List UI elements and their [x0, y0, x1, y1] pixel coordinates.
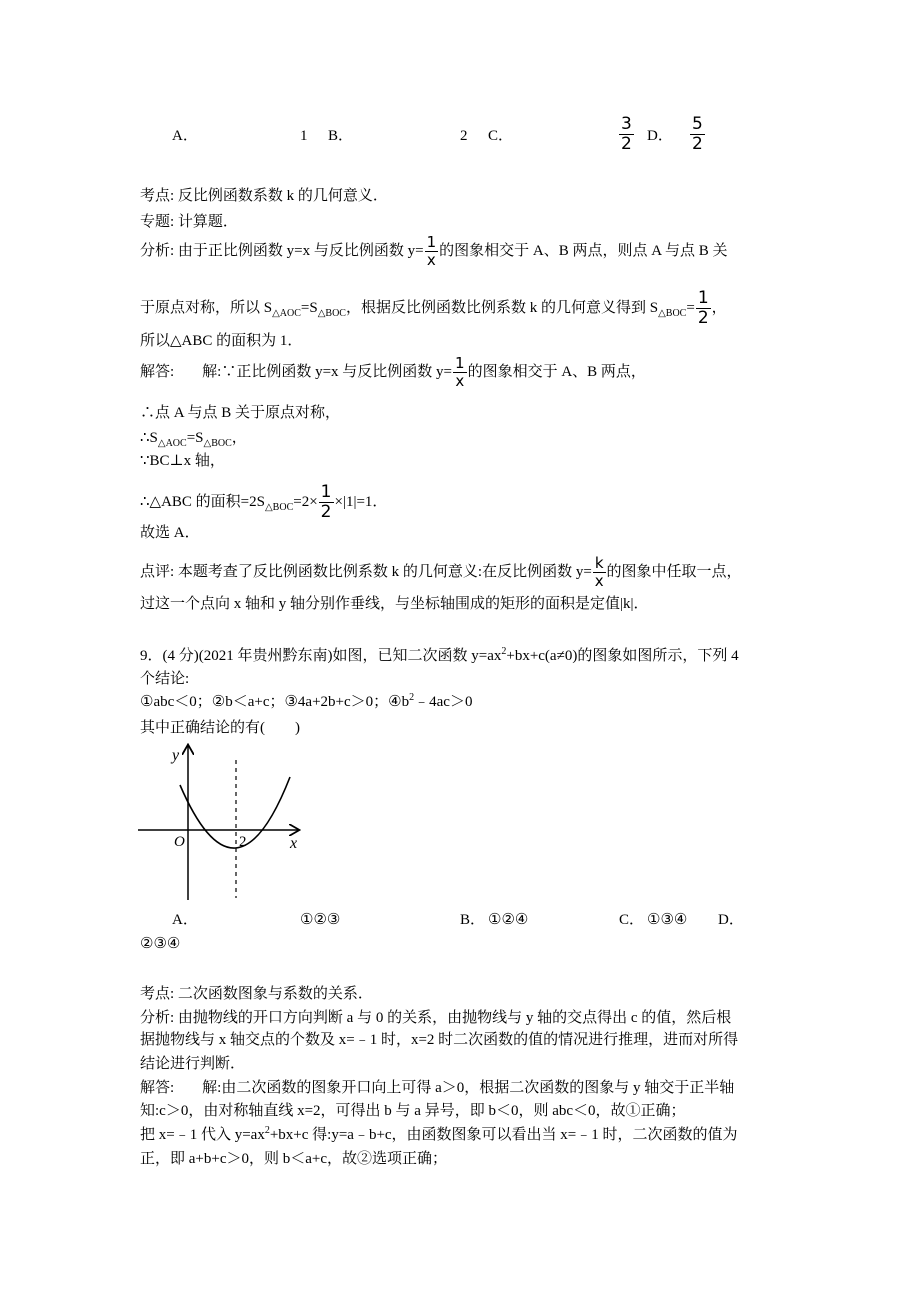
q9-kaodian: 考点: 二次函数图象与系数的关系．: [140, 986, 373, 1002]
q9-question-line1: 9．(4 分)(2021 年贵州黔东南)如图，已知二次函数 $y=ax^2+bx+c(a\ne 0)$的图象如图所示，下列 4: [140, 646, 739, 664]
q8-option-b-label: B．: [328, 128, 354, 144]
q9-option-a-label: A．: [172, 912, 198, 928]
q9-option-a-value: ①②③: [300, 912, 341, 928]
parabola-curve: [180, 777, 290, 848]
fraction-1-over-2: $\frac{1}{2}$: [320, 482, 332, 522]
q8-option-d-label: D．: [647, 128, 673, 144]
origin-label: O: [174, 834, 185, 850]
q8-dianping-line2: 过这一个点向 x 轴和 y 轴分别作垂线，与坐标轴围成的矩形的面积是定值|k|．: [140, 596, 649, 612]
q8-jieda-line5: ∴△ABC 的面积$=2S_{\triangle BOC}=2\times$ $\frac{1}{2}$ ×|1|=1．: [140, 482, 388, 522]
q8-dianping-line1: 点评: 本题考查了反比例函数比例系数 k 的几何意义:在反比例函数 y= $\frac{k}{x}$ 的图象中任取一点，: [140, 554, 742, 590]
q9-jieda-line3: 把 x=﹣1 代入 $y=ax^2+bx+c$ 得:y=a﹣b+c，由函数图象可以看出当 x=﹣1 时，二次函数的值为: [140, 1125, 738, 1143]
q9-fenxi-line2: 据抛物线与 x 轴交点的个数及 x=﹣1 时，x=2 时二次函数的值的情况进行推理，进而对所得: [140, 1032, 739, 1048]
fraction-1-over-x: $\frac{1}{x}$: [426, 233, 437, 269]
q9-jieda-line4: 正，即 a+b+c＞0，则 b＜a+c，故②选项正确；: [140, 1151, 448, 1167]
q8-jieda-line3: $\therefore S_{\triangle AOC}=S_{\triangle BOC}$，: [140, 430, 247, 449]
q8-option-a-label: A．: [172, 128, 198, 144]
q8-option-b-value: 2: [460, 128, 468, 144]
fraction-1-over-x: $\frac{1}{x}$: [455, 354, 465, 390]
q8-guxuan: 故选 A．: [140, 525, 200, 541]
fraction-k-over-x: $\frac{k}{x}$: [594, 554, 604, 590]
q9-option-d-value: ②③④: [140, 936, 181, 952]
q8-jieda-line2: ∴点 A 与点 B 关于原点对称，: [140, 405, 341, 421]
q8-jieda-line4: ∵BC⊥x 轴，: [140, 453, 225, 469]
y-axis-label: y: [172, 747, 180, 764]
q9-option-d-label: D．: [718, 912, 744, 928]
q8-zhuanti: 专题: 计算题．: [140, 214, 238, 230]
tick-label-2: 2: [239, 834, 247, 850]
q8-option-c-label: C．: [488, 128, 514, 144]
q8-option-d-fraction: $\frac{5}{2}$: [692, 114, 703, 154]
q8-fenxi-line3: 所以△ABC 的面积为 1．: [140, 333, 303, 349]
q9-option-c-value: ①③④: [647, 912, 688, 928]
q8-option-a-value: 1: [300, 128, 308, 144]
q9-question-line2: 个结论:: [140, 671, 190, 687]
q9-jieda-line2: 知:c＞0，由对称轴直线 x=2，可得出 b 与 a 异号，即 b＜0，则 abc＜0，故①正确；: [140, 1103, 686, 1119]
q9-jieda-line1: 解答: 解:由二次函数的图象开口向上可得 a＞0，根据二次函数的图象与 y 轴交于正半轴: [140, 1080, 735, 1096]
q8-fenxi-line2: 于原点对称，所以 $S_{\triangle AOC}=S_{\triangle BOC}$，根据反比例函数比例系数 k 的几何意义得到 $S_{\triangle BOC}=$ $\frac{1}{2}$ ，: [140, 288, 727, 328]
fraction-1-over-2: $\frac{1}{2}$: [697, 288, 709, 328]
q9-fenxi-line1: 分析: 由抛物线的开口方向判断 a 与 0 的关系，由抛物线与 y 轴的交点得出 c 的值，然后根: [140, 1010, 732, 1026]
q9-option-c-label: C．: [619, 912, 645, 928]
parabola-graph: [136, 740, 306, 902]
q8-kaodian: 考点: 反比例函数系数 k 的几何意义．: [140, 188, 388, 204]
q8-fenxi-line1: 分析: 由于正比例函数 y=x 与反比例函数 y= $\frac{1}{x}$ 的图象相交于 A、B 两点，则点 A 与点 B 关: [140, 233, 728, 269]
q8-jieda-line1: 解答: 解:∵正比例函数 y=x 与反比例函数 y= $\frac{1}{x}$ 的图象相交于 A、B 两点，: [140, 354, 646, 390]
q8-option-c-fraction: $\frac{3}{2}$: [621, 114, 632, 154]
q9-option-b-label: B．: [460, 912, 486, 928]
q9-option-b-value: ①②④: [488, 912, 529, 928]
q9-question-line4: 其中正确结论的有( ): [140, 720, 300, 736]
q9-fenxi-line3: 结论进行判断．: [140, 1056, 246, 1072]
q9-statements: ①abc＜0；②b＜a+c；③4a+2b+c＞0；$④b^2﹣4ac>0$: [140, 692, 473, 710]
x-axis-label: x: [290, 835, 298, 852]
